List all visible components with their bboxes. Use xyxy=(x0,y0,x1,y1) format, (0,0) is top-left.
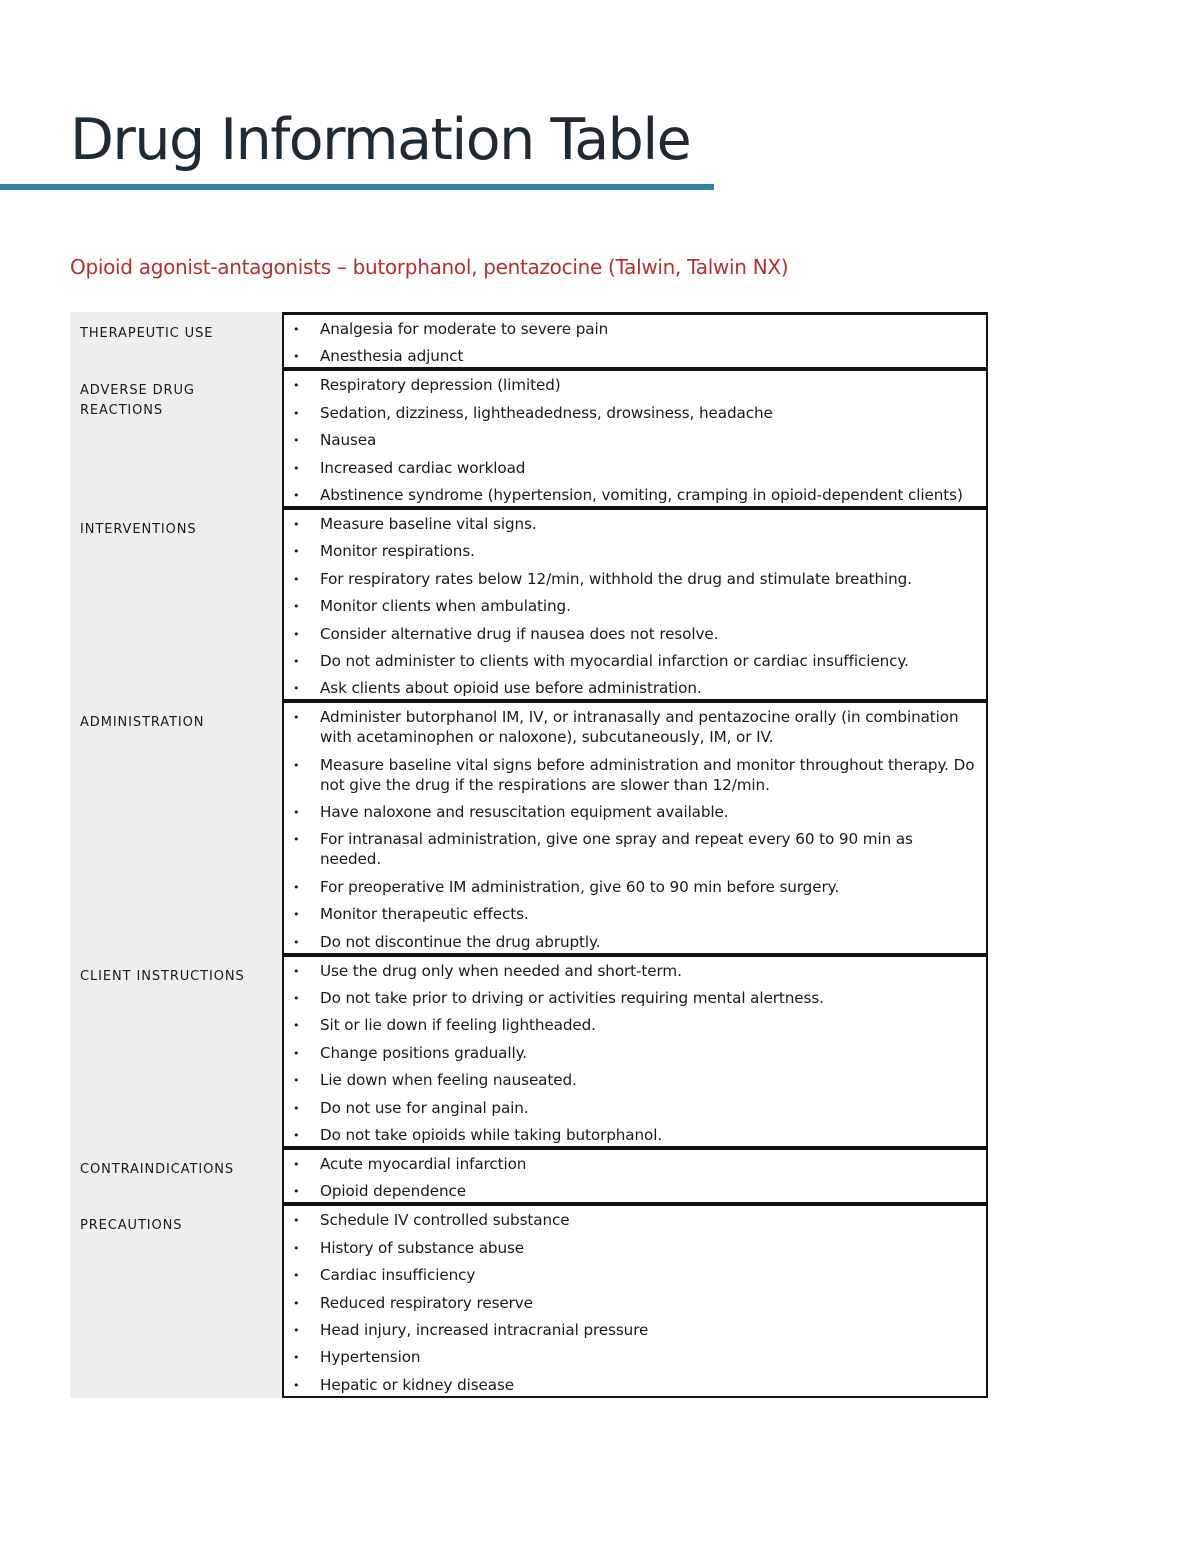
bullet-list xyxy=(290,1210,978,1394)
list-item: • Administer butorphanol IM, IV, or intranasally and pentazocine orally (in combination with acetaminophen or naloxone), subcutaneously, IM, or IV. xyxy=(290,707,978,747)
list-item: • Measure baseline vital signs before administration and monitor throughout therapy. Do not give the drug if the respirations are slower than 12/min. xyxy=(290,755,978,795)
list-item: • Monitor respirations. xyxy=(290,541,978,561)
list-item: • Hepatic or kidney disease xyxy=(290,1375,978,1395)
list-item: • Acute myocardial infarction xyxy=(290,1154,978,1174)
bullet-list xyxy=(290,1154,978,1201)
list-item: • Do not take prior to driving or activities requiring mental alertness. xyxy=(290,988,978,1008)
list-item: • Consider alternative drug if nausea does not resolve. xyxy=(290,624,978,644)
bullet-list xyxy=(290,514,978,698)
bullet-list xyxy=(290,319,978,366)
list-item: • Measure baseline vital signs. xyxy=(290,514,978,534)
list-item: • Monitor therapeutic effects. xyxy=(290,904,978,924)
row-label: CLIENT INSTRUCTIONS xyxy=(70,955,282,1148)
list-item: • Change positions gradually. xyxy=(290,1043,978,1063)
row-label: PRECAUTIONS xyxy=(70,1204,282,1397)
list-item: • Have naloxone and resuscitation equipment available. xyxy=(290,802,978,822)
list-item: • Hypertension xyxy=(290,1347,978,1367)
drug-information-table xyxy=(70,312,988,1398)
list-item: • Analgesia for moderate to severe pain xyxy=(290,319,978,339)
table-row-interventions xyxy=(70,508,988,701)
list-item: • Do not discontinue the drug abruptly. xyxy=(290,932,978,952)
list-item: • Anesthesia adjunct xyxy=(290,346,978,366)
row-content xyxy=(282,312,988,369)
list-item: • Do not take opioids while taking butorphanol. xyxy=(290,1125,978,1145)
row-content xyxy=(282,1203,988,1397)
table-row-client-instructions xyxy=(70,955,988,1148)
list-item: • Opioid dependence xyxy=(290,1181,978,1201)
list-item: • Abstinence syndrome (hypertension, vomiting, cramping in opioid-dependent clients) xyxy=(290,485,978,505)
bullet-list xyxy=(290,961,978,1145)
row-content xyxy=(282,507,988,701)
row-content xyxy=(282,954,988,1148)
row-content xyxy=(282,700,988,954)
list-item: • Reduced respiratory reserve xyxy=(290,1293,978,1313)
row-label: THERAPEUTIC USE xyxy=(70,312,282,369)
list-item: • History of substance abuse xyxy=(290,1238,978,1258)
table-row-contraindications xyxy=(70,1148,988,1204)
title-underline xyxy=(0,184,714,190)
list-item: • Do not administer to clients with myocardial infarction or cardiac insufficiency. xyxy=(290,651,978,671)
list-item: • Use the drug only when needed and short-term. xyxy=(290,961,978,981)
list-item: • For preoperative IM administration, give 60 to 90 min before surgery. xyxy=(290,877,978,897)
list-item: • Nausea xyxy=(290,430,978,450)
list-item: • Sit or lie down if feeling lightheaded. xyxy=(290,1015,978,1035)
row-label: CONTRAINDICATIONS xyxy=(70,1148,282,1204)
table-row-precautions xyxy=(70,1204,988,1397)
bullet-list xyxy=(290,707,978,951)
list-item: • Respiratory depression (limited) xyxy=(290,375,978,395)
row-content xyxy=(282,368,988,508)
list-item: • Schedule IV controlled substance xyxy=(290,1210,978,1230)
row-label: ADMINISTRATION xyxy=(70,701,282,954)
list-item: • Do not use for anginal pain. xyxy=(290,1098,978,1118)
list-item: • Increased cardiac workload xyxy=(290,458,978,478)
list-item: • Lie down when feeling nauseated. xyxy=(290,1070,978,1090)
table-row-administration xyxy=(70,701,988,954)
row-label: ADVERSE DRUG REACTIONS xyxy=(70,369,282,508)
row-content xyxy=(282,1147,988,1204)
table-row-adverse-drug-reactions xyxy=(70,369,988,508)
list-item: • Cardiac insufficiency xyxy=(290,1265,978,1285)
list-item: • For intranasal administration, give one spray and repeat every 60 to 90 min as needed. xyxy=(290,829,978,869)
list-item: • Monitor clients when ambulating. xyxy=(290,596,978,616)
drug-class-subtitle: Opioid agonist-antagonists – butorphanol, pentazocine (Talwin, Talwin NX) xyxy=(70,255,789,279)
list-item: • Ask clients about opioid use before administration. xyxy=(290,678,978,698)
table-row-therapeutic-use xyxy=(70,312,988,369)
page-title: Drug Information Table xyxy=(70,107,691,173)
list-item: • Head injury, increased intracranial pressure xyxy=(290,1320,978,1340)
row-label: INTERVENTIONS xyxy=(70,508,282,701)
list-item: • Sedation, dizziness, lightheadedness, drowsiness, headache xyxy=(290,403,978,423)
bullet-list xyxy=(290,375,978,505)
list-item: • For respiratory rates below 12/min, withhold the drug and stimulate breathing. xyxy=(290,569,978,589)
